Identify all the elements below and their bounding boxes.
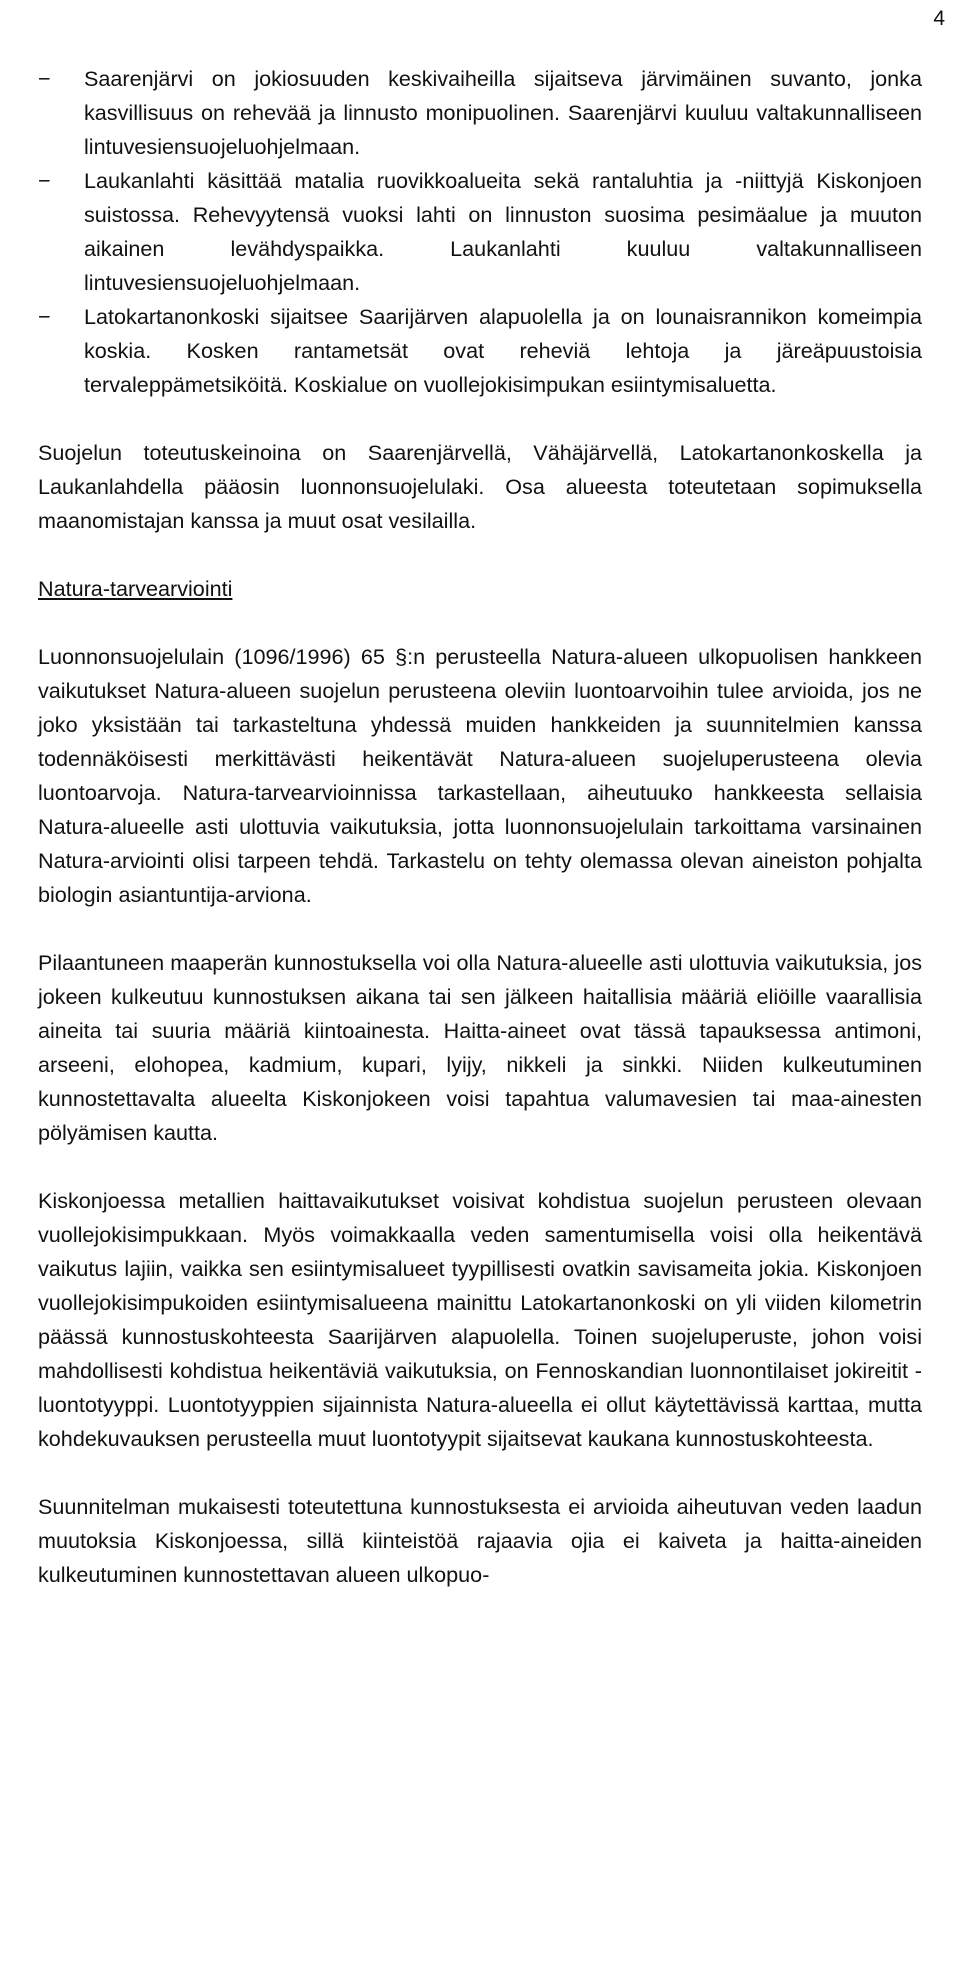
page-number: 4 xyxy=(933,7,945,30)
section-heading: Natura-tarvearviointi xyxy=(38,576,233,601)
bullet-dash: − xyxy=(38,304,51,329)
list-item xyxy=(38,164,922,300)
spacer xyxy=(38,606,922,640)
site-description-list xyxy=(38,62,922,402)
document-body xyxy=(38,62,922,1592)
list-item xyxy=(38,300,922,402)
spacer xyxy=(38,912,922,946)
paragraph-natura-assessment: Luonnonsuojelulain (1096/1996) 65 §:n perusteella Natura-alueen ulkopuolisen hankkeen vaikutukset Natura-alueen suojelun perusteena oleviin luontoarvoihin tulee arvioida, jos ne joko yksistään tai tarkasteltuna yhdessä muiden hankkeiden ja suunnitelmien kanssa todennäköisesti merkittävästi heikentävät Natura-alueen suojeluperusteena olevia luontoarvoja. Natura-tarvearvioinnissa tarkastellaan, aiheutuuko hankkeesta sellaisia Natura-alueelle asti ulottuvia vaikutuksia, jotta luonnonsuojelulain tarkoittama varsinainen Natura-arviointi olisi tarpeen tehdä. Tarkastelu on tehty olemassa olevan aineiston pohjalta biologin asiantuntija-arviona. xyxy=(38,644,922,907)
paragraph-protection-measures: Suojelun toteutuskeinoina on Saarenjärvellä, Vähäjärvellä, Latokartanonkoskella ja Laukanlahdella pääosin luonnonsuojelulaki. Osa alueesta toteutetaan sopimuksella maanomistajan kanssa ja muut osat vesilailla. xyxy=(38,440,922,533)
paragraph-soil-remediation: Pilaantuneen maaperän kunnostuksella voi olla Natura-alueelle asti ulottuvia vaikutuksia, jos jokeen kulkeutuu kunnostuksen aikana tai sen jälkeen haitallisia määriä eliöille vaarallisia aineita tai suuria määriä kiintoainesta. Haitta-aineet ovat tässä tapauksessa antimoni, arseeni, elohopea, kadmium, kupari, lyijy, nikkeli ja sinkki. Niiden kulkeutuminen kunnostettavalta alueelta Kiskonjokeen voisi tapahtua valumavesien tai maa-ainesten pölyämisen kautta. xyxy=(38,950,922,1145)
spacer xyxy=(38,1456,922,1490)
bullet-text-saarenjarvi: Saarenjärvi on jokiosuuden keskivaiheilla sijaitseva järvimäinen suvanto, jonka kasvillisuus on rehevää ja linnusto monipuolinen. Saarenjärvi kuuluu valtakunnalliseen lintuvesiensuojeluohjelmaan. xyxy=(84,66,922,159)
list-item xyxy=(38,62,922,164)
spacer xyxy=(38,1150,922,1184)
bullet-text-laukanlahti: Laukanlahti käsittää matalia ruovikkoalueita sekä rantaluhtia ja -niittyjä Kiskonjoen suistossa. Rehevyytensä vuoksi lahti on linnuston suosima pesimäalue ja muuton aikainen levähdyspaikka. Laukanlahti kuuluu valtakunnalliseen lintuvesiensuojeluohjelmaan. xyxy=(84,168,922,295)
spacer xyxy=(38,402,922,436)
bullet-dash: − xyxy=(38,66,51,91)
spacer xyxy=(38,538,922,572)
bullet-dash: − xyxy=(38,168,51,193)
paragraph-conclusion: Suunnitelman mukaisesti toteutettuna kunnostuksesta ei arvioida aiheutuvan veden laadun muutoksia Kiskonjoessa, sillä kiinteistöä rajaavia ojia ei kaiveta ja haitta-aineiden kulkeutuminen kunnostettavan alueen ulkopuo- xyxy=(38,1494,922,1587)
bullet-text-latokartanonkoski: Latokartanonkoski sijaitsee Saarijärven alapuolella ja on lounaisrannikon komeimpia koskia. Kosken rantametsät ovat reheviä lehtoja ja järeäpuustoisia tervaleppämetsiköitä. Koskialue on vuollejokisimpukan esiintymisaluetta. xyxy=(84,304,922,397)
paragraph-kiskonjoki-effects: Kiskonjoessa metallien haittavaikutukset voisivat kohdistua suojelun perusteen olevaan vuollejokisimpukkaan. Myös voimakkaalla veden samentumisella voisi olla heikentävä vaikutus lajiin, vaikka sen esiintymisalueet tyypillisesti ovatkin savisameita jokia. Kiskonjoen vuollejokisimpukoiden esiintymisalueena mainittu Latokartanonkoski on yli viiden kilometrin päässä kunnostuskohteesta Saarijärven alapuolella. Toinen suojeluperuste, johon voisi mahdollisesti kohdistua heikentäviä vaikutuksia, on Fennoskandian luonnontilaiset jokireitit -luontotyyppi. Luontotyyppien sijainnista Natura-alueella ei ollut käytettävissä karttaa, mutta kohdekuvauksen perusteella muut luontotyypit sijaitsevat kaukana kunnostuskohteesta. xyxy=(38,1188,922,1451)
